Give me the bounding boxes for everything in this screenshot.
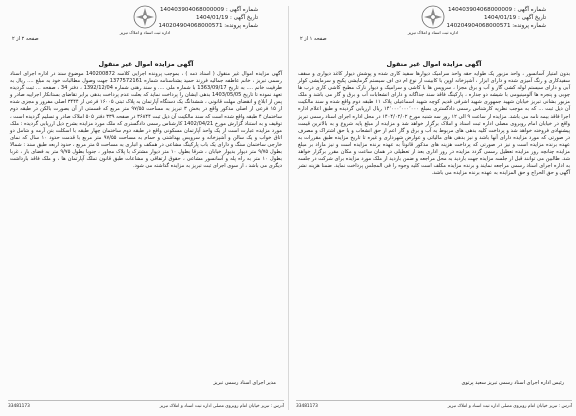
notice-date: 1404/01/19 xyxy=(483,15,517,21)
organization-name: اداره ثبت اسناد و املاک تبریز xyxy=(119,30,171,35)
notice-number: 140403904068000009 xyxy=(448,7,513,13)
footer-phone: 33481173 xyxy=(296,404,318,409)
notice-title: آگهی مزایده اموال غیر منقول xyxy=(386,60,482,68)
organization-name: اداره ثبت اسناد و املاک تبریز xyxy=(407,30,459,35)
file-number-label: شماره پرونده: xyxy=(512,23,546,29)
page-number: صفحه ۲ از ۲ xyxy=(12,36,39,42)
signature: رئیس اداره اجرای اسناد رسمی تبریز سعید پرتوی xyxy=(461,380,564,386)
file-number-label: شماره پرونده: xyxy=(224,23,258,29)
header xyxy=(292,0,576,40)
emblem-icon xyxy=(132,4,158,30)
notice-meta xyxy=(446,6,546,30)
file-number: 140204904068000571 xyxy=(158,23,223,29)
signature: مدیر اجرای اسناد رسمی تبریز xyxy=(213,380,276,386)
emblem-icon xyxy=(420,4,446,30)
notice-date: 1404/01/19 xyxy=(195,15,229,21)
notice-number-label: شماره آگهی : xyxy=(225,7,258,13)
notice-title: آگهی مزایده اموال غیر منقول xyxy=(98,60,194,68)
notice-number: 140403904068000009 xyxy=(160,7,225,13)
page-number: صفحه ۱ از ۲ xyxy=(300,36,327,42)
footer xyxy=(8,400,284,410)
header xyxy=(4,0,288,40)
notice-date-label: تاریخ آگهی : xyxy=(517,15,546,21)
footer-phone: 33481173 xyxy=(8,404,30,409)
footer-address: آدرس : تبریز خیابان امام روبروی مصلی اداره ثبت اسناد و املاک تبریز xyxy=(447,404,572,409)
notice-body: بدون امتیاز آسانسور ، واحد مزبور یک طوایه حقه واحد سرامیک دیوارها سفید کاری شده و پوشش دیوار کاغذ دیواری و سقف سفیدکاری و رنگ آمیزی شده و دارای ابزار ، آشپزخانه اوپن با کابینت از نوع ام دی اف سیستم گرمایشی پکیج و سرمایشی کولر آبی و دارای سیستم لوله کشی گاز و آب و برق مجزا ، سرویس ها با کاشی و سرامیک و دیوار نازک مطبخ کاشی کاری درب ها چوبی و پنجره ها آلومینیومی با شیشه دو جداره ، پارکینگ فاقد سند جداگانه و دارای انشعابات آب و برق و گاز می باشد و ملک مزبور بشانی تبریز خیابان شهید جمهوری شهید اشرفی قدیم کوچه شهید اسماعیلی پلاک ۱۱ طبقه دوم واقع شده و سند مالکیت آن ذیل ثبت ... که به موجب نظریه کارشناس رسمی دادگستری بمبلغ ۱۴٬۰۰۰٬۰۰۰٬۰۰۰ ریال ارزیابی گردیده و طبق اعلام اداره اجرا فاقد بیمه نامه می باشد. مزایده از ساعت ۹ الی ۱۲ روز سه شنبه مورخ ۱۴۰۴/۰۲/۰۲ در محل اداره اجرای اسناد رسمی تبریز واقع در خیابان امام روبروی مصلی اداره ثبت اسناد و املاک برگزار خواهد شد و مزایده از مبلغ پایه شروع و به بالاترین قیمت پیشنهادی فروخته خواهد شد و پرداخت کلیه بدهی های مربوط به آب و برق و گاز اعم از حق انشعاب و یا حق اشتراک و مصرف در صورتی که مورد مزایده دارای آنها باشد و نیز بدهی های مالیاتی و عوارض شهرداری و غیره تا تاریخ مزایده طبق مقررات به عهده برنده مزایده است و نیز در صورتی که پرداخت هزینه های مذکور قانوناً به عهده برنده مزایده است و نیز مازاد بر مبلغ مزایده چنانچه روز مزایده تعطیل رسمی گردد مزایده در روز اداری بعد از تعطیلی در همان ساعت و مکان مقرر برگزار خواهد شد. طالبین می توانند قبل از جلسه مزایده جهت بازدید به محل مراجعه و ضمن بازدید از ملک مورد مزایده برای شرکت در جلسه به اداره اجرای اسناد رسمی مراجعه نمایند و برنده مزایده مکلف است کلیه وجوه را فی المجلس پرداخت نماید. ضمنا هزینه نشر آگهی و حق الحراج و حق المزایده به عهده برنده مزایده می باشد. xyxy=(298,71,571,177)
column-divider xyxy=(288,6,289,410)
file-number: 140204904068000571 xyxy=(446,23,511,29)
notice-body: آگهی مزایده اموال غیر منقول ( اسناد ذمه ) ، بموجب پرونده اجرایی کلاسه 140200872 موضوع سند در اداره اجرای اسناد رسمی تبریز ، خانم عاطفه جمالیه فرزند حمید بشناسنامه شماره 1377572161 جهت وصول مطالبات خود به مبلغ .... ریال به طرفیت خانم .... به تاریخ 1363/09/17 با شماره ملی .... و سند رهنی شماره 1392/12/04 ، دفتر 34 ، صفحه ... ثبت گردیده تعهد نموده تا تاریخ 1403/05/05 بدهی ایشان را پرداخت نماید که بعلت عدم پرداخت بدهی برابر تقاضای بستانکار اجراییه صادر و پس از ابلاغ و انقضای مهلت قانونی ، ششدانگ یک دستگاه آپارتمان به پلاک ثبتی ۱۶۰۰۵ فرعی از ۳۴۴۴ اصلی مفروز و مجزی شده از ۱۵ فرعی از اصلی مذکور واقع در بخش ۳ تبریز به مساحت ۹۷/۵۵ متر مربع که قسمتی از آن بصورت بالکن در طبقه دوم ساختمان ۴ طبقه واقع شده است که سند مالکیت آن ذیل ثبت ۳۶۸۴۴ در صفحه ۳۳۹ دفتر ۵۰۵ املاک صادر و تسلیم گردیده است ، توقیف و به استناد گزارش مورخ 1402/04/21 کارشناس رسمی دادگستری که ملک مورد مزایده بشرح ذیل ارزیابی گردیده : ملک مورد مزایده عبارت است از یک واحد آپارتمان مسکونی واقع در طبقه دوم ساختمان چهار طبقه با اسکلت بتن آرمه و شامل دو اتاق خواب و یک سالن و آشپزخانه و سرویس بهداشتی و حمام به مساحت ۹۷/۵۵ متر مربع با قدمت حدود ۱۰ سال که نمای خارجی ساختمان سنگ و دارای یک باب پارکینگ مشاعی در همکف و انباری به مساحت ۵ متر مربع ، حدود اربعه طبق سند : شمالا بطول ۹/۷۵ متر دیوار بدیوار خیابان ، شرقا بطول ۱۰ متر دیوار مشترک با پلاک مجاور ، جنوبا بطول ۹/۷۵ متر به فضای باز ، غربا بطول ۱۰ متر به راه پله و آسانسور مشاعی ، حقوق ارتفاقی و مشاعات طبق قانون تملک آپارتمان ها ، و ملک فاقد بازداشت دیگری می باشد ، از سوی اجرای ثبت تبریز به مزایده گذاشته می شود. xyxy=(10,71,283,170)
notice-meta xyxy=(158,6,258,30)
notice-number-label: شماره آگهی : xyxy=(513,7,546,13)
footer-address: آدرس : تبریز خیابان امام روبروی مصلی اداره ثبت اسناد و املاک تبریز xyxy=(159,404,284,409)
notice-date-label: تاریخ آگهی : xyxy=(229,15,258,21)
notice-page-left xyxy=(4,0,288,416)
notice-page-right xyxy=(292,0,576,416)
footer xyxy=(296,400,572,410)
